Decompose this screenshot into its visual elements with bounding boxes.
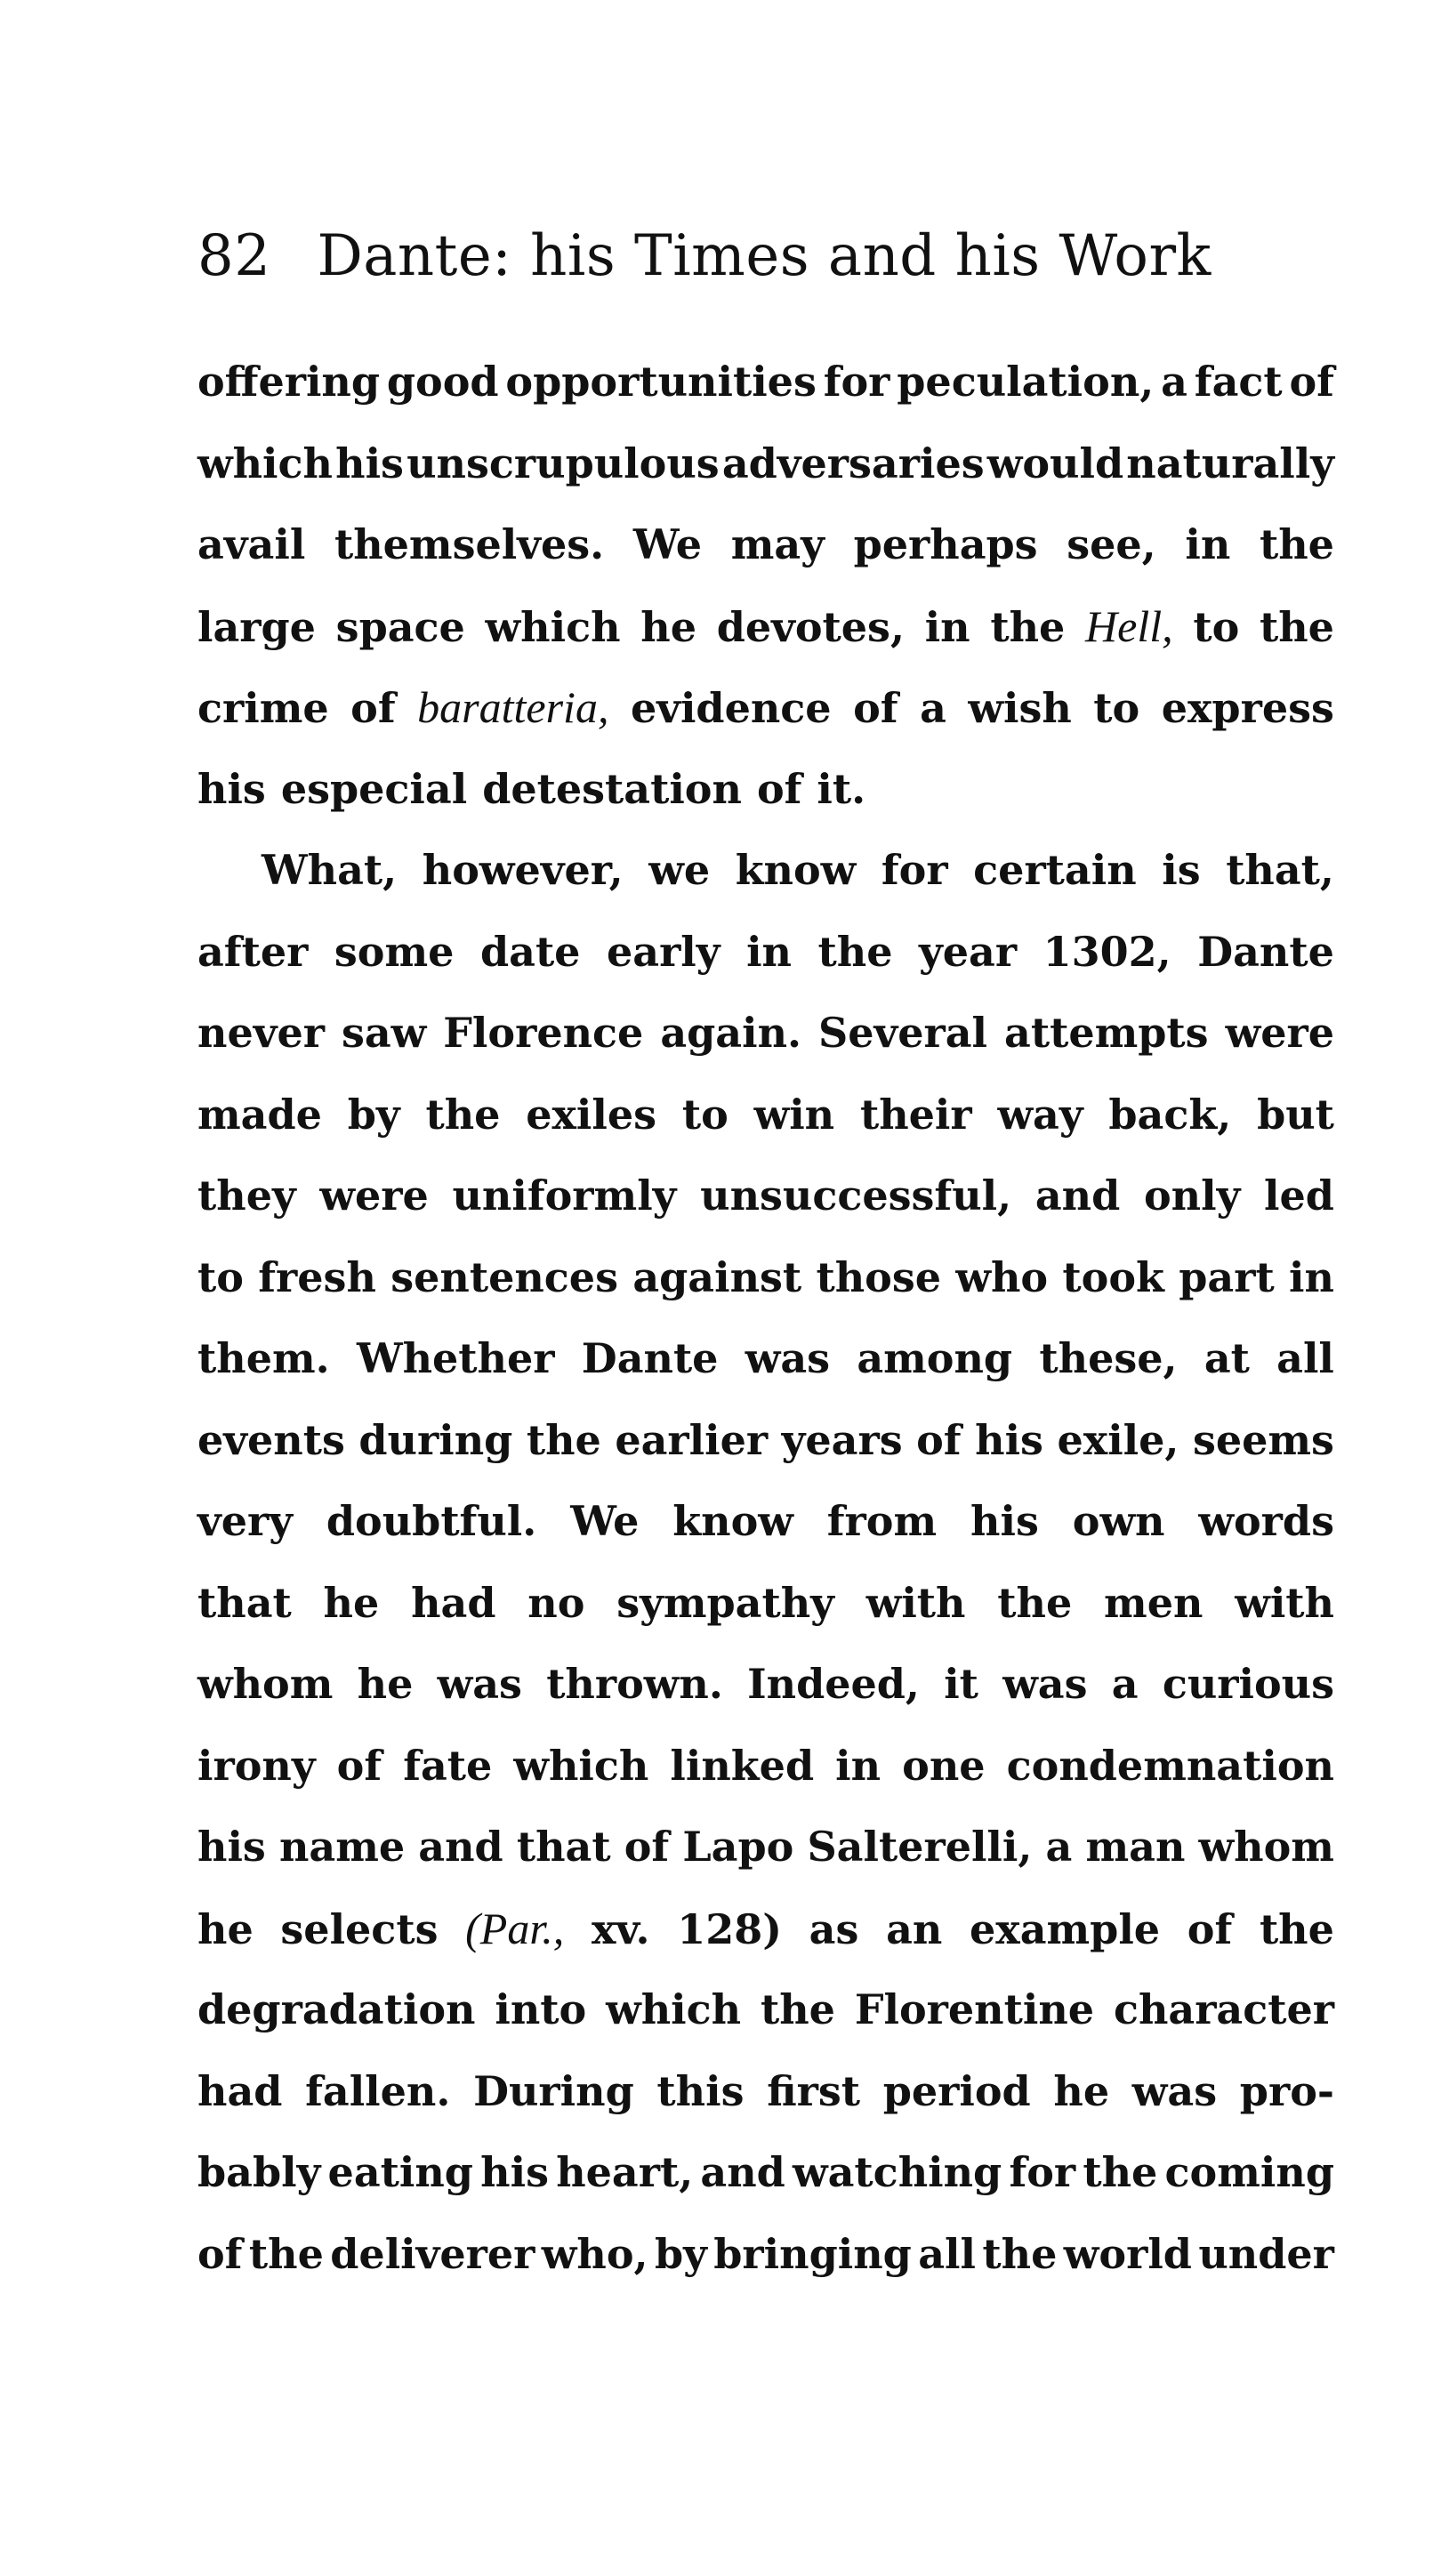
word: bably: [197, 2148, 321, 2196]
text-line: [197, 1644, 1334, 1726]
word: under: [1198, 2229, 1334, 2278]
text-line: [197, 342, 1334, 423]
word: a: [920, 684, 946, 732]
word: and: [700, 2148, 785, 2196]
word: character: [1113, 1985, 1334, 2033]
word: of: [336, 1741, 382, 1790]
word: During: [473, 2066, 634, 2115]
word: however,: [422, 846, 624, 894]
text-line: [197, 749, 1334, 831]
word: he: [357, 1660, 414, 1708]
word: We: [570, 1497, 640, 1545]
word: this: [656, 2066, 745, 2115]
word: the: [990, 602, 1066, 651]
word: of: [624, 1823, 670, 1871]
word: would: [986, 439, 1124, 487]
word: that: [516, 1823, 611, 1871]
word: Several: [818, 1009, 988, 1057]
word: never: [197, 1009, 325, 1057]
word: had: [197, 2066, 283, 2115]
text-line: [197, 1155, 1334, 1237]
text-line: [197, 1969, 1334, 2051]
word: own: [1072, 1497, 1165, 1545]
word: it: [944, 1660, 978, 1708]
text-line: [197, 504, 1334, 586]
word: evidence: [630, 684, 832, 732]
word: back,: [1108, 1090, 1232, 1139]
text-line: [197, 912, 1334, 994]
word: the: [1259, 520, 1334, 568]
word: first: [767, 2066, 861, 2115]
word: detestation: [482, 764, 742, 813]
word: the: [1083, 2148, 1158, 2196]
word: early: [607, 927, 720, 976]
word: led: [1264, 1171, 1334, 1220]
word: the: [425, 1090, 501, 1139]
word: of: [916, 1415, 962, 1464]
word: Dante: [581, 1334, 719, 1382]
word: heart,: [556, 2148, 694, 2196]
word: made: [197, 1090, 322, 1139]
word: a: [1045, 1823, 1073, 1871]
word: irony: [197, 1741, 316, 1790]
word: sentences: [390, 1252, 618, 1301]
running-title: Dante: his Times and his Work: [317, 223, 1212, 289]
word: he: [1053, 2066, 1110, 2115]
word: certain: [973, 846, 1137, 894]
word: which: [513, 1741, 649, 1790]
word: an: [886, 1904, 943, 1953]
word: and: [1034, 1171, 1121, 1220]
word: Whether: [356, 1334, 555, 1382]
word: of: [756, 764, 802, 813]
word: 128): [677, 1904, 782, 1953]
word: for: [823, 358, 890, 406]
word: his: [197, 1823, 266, 1871]
word: men: [1104, 1578, 1204, 1627]
word: unsuccessful,: [700, 1171, 1012, 1220]
word: the: [817, 927, 893, 976]
word: to: [1093, 684, 1140, 732]
word: sympathy: [616, 1578, 834, 1627]
text-line: [197, 1726, 1334, 1807]
running-head: [197, 221, 1345, 292]
word: that: [197, 1578, 292, 1627]
word: Lapo: [682, 1823, 794, 1871]
text-line: [197, 667, 1334, 749]
word: into: [495, 1985, 587, 2033]
word: Salterelli,: [807, 1823, 1033, 1871]
word: again.: [660, 1009, 802, 1057]
word: We: [632, 520, 703, 568]
word: the: [1259, 1904, 1334, 1953]
word: What,: [262, 846, 398, 894]
body-text: [197, 342, 1334, 2295]
word: Dante: [1197, 927, 1334, 976]
word: they: [197, 1171, 296, 1220]
word: but: [1257, 1090, 1334, 1139]
word: by: [654, 2229, 707, 2278]
text-line: [197, 1888, 1334, 1970]
word: with: [1235, 1578, 1334, 1627]
text-line: [197, 2214, 1334, 2296]
word: were: [319, 1171, 429, 1220]
word: one: [902, 1741, 986, 1790]
word: the: [526, 1415, 601, 1464]
word: curious: [1162, 1660, 1334, 1708]
page-number: 82: [197, 223, 271, 289]
word: which: [485, 602, 621, 651]
word: 1302,: [1043, 927, 1171, 976]
word: coming: [1164, 2148, 1334, 2196]
word: large: [197, 602, 316, 651]
word: some: [334, 927, 455, 976]
text-line: [197, 2132, 1334, 2214]
word: and: [418, 1823, 503, 1871]
word: at: [1204, 1334, 1250, 1382]
word: date: [479, 927, 581, 976]
word: took: [1062, 1252, 1164, 1301]
word: thrown.: [546, 1660, 723, 1708]
text-line: [197, 1075, 1334, 1156]
word: see,: [1067, 520, 1156, 568]
word: in: [1185, 520, 1231, 568]
word: seems: [1192, 1415, 1334, 1464]
word: fallen.: [305, 2066, 451, 2115]
word: who: [955, 1252, 1049, 1301]
word: during: [358, 1415, 513, 1464]
word: way: [997, 1090, 1083, 1139]
word: world: [1063, 2229, 1192, 2278]
word: of: [350, 684, 396, 732]
word: earlier: [615, 1415, 769, 1464]
word: xv.: [591, 1904, 650, 1953]
word: for: [881, 846, 948, 894]
word: years: [781, 1415, 903, 1464]
word: fate: [403, 1741, 493, 1790]
text-line: [197, 2051, 1334, 2133]
word: very: [197, 1497, 293, 1545]
word: Florentine: [854, 1985, 1095, 2033]
word: express: [1161, 684, 1334, 732]
word: condemnation: [1006, 1741, 1334, 1790]
word: these,: [1039, 1334, 1178, 1382]
text-line: [197, 1807, 1334, 1888]
word: his: [970, 1497, 1039, 1545]
word: part: [1179, 1252, 1275, 1301]
word: fresh: [258, 1252, 376, 1301]
word: he: [323, 1578, 380, 1627]
text-line: [197, 993, 1334, 1075]
word: with: [865, 1578, 966, 1627]
word: from: [826, 1497, 938, 1545]
text-line: [197, 830, 1334, 912]
word: uniformly: [452, 1171, 677, 1220]
word: man: [1085, 1823, 1186, 1871]
word: among: [857, 1334, 1013, 1382]
word: his: [335, 439, 404, 487]
word: that,: [1226, 846, 1334, 894]
word: in: [746, 927, 792, 976]
word: degradation: [197, 1985, 476, 2033]
word: those: [816, 1252, 942, 1301]
word: watching: [793, 2148, 1002, 2196]
word: year: [919, 927, 1018, 976]
word: selects: [280, 1904, 439, 1953]
text-line: [197, 1400, 1334, 1482]
word: exiles: [526, 1090, 657, 1139]
word: Hell,: [1085, 600, 1173, 651]
word: only: [1143, 1171, 1241, 1220]
word: Indeed,: [747, 1660, 920, 1708]
word: avail: [197, 520, 306, 568]
word: doubtful.: [326, 1497, 537, 1545]
word: know: [672, 1497, 793, 1545]
text-line: [197, 1481, 1334, 1563]
word: peculation,: [897, 358, 1155, 406]
word: offering: [197, 358, 381, 406]
word: themselves.: [334, 520, 605, 568]
word: their: [859, 1090, 972, 1139]
word: saw: [341, 1009, 427, 1057]
word: naturally: [1126, 439, 1334, 487]
word: linked: [670, 1741, 815, 1790]
word: in: [1289, 1252, 1334, 1301]
word: by: [347, 1090, 400, 1139]
word: the: [760, 1985, 835, 2033]
word: all: [918, 2229, 977, 2278]
word: the: [1259, 602, 1334, 651]
word: know: [735, 846, 857, 894]
word: as: [809, 1904, 859, 1953]
word: to: [1193, 602, 1240, 651]
word: was: [1131, 2066, 1218, 2115]
word: he: [197, 1904, 254, 1953]
word: was: [437, 1660, 522, 1708]
word: which: [606, 1985, 742, 2033]
word: to: [197, 1252, 244, 1301]
word: in: [924, 602, 970, 651]
word: opportunities: [505, 358, 817, 406]
word: perhaps: [853, 520, 1038, 568]
word: space: [335, 602, 465, 651]
text-line: [197, 1318, 1334, 1400]
word: pro-: [1239, 2066, 1334, 2115]
word: his: [975, 1415, 1043, 1464]
word: in: [835, 1741, 882, 1790]
word: who,: [541, 2229, 648, 2278]
word: which: [197, 439, 333, 487]
word: attempts: [1004, 1009, 1209, 1057]
word: may: [730, 520, 825, 568]
word: he: [640, 602, 696, 651]
word: the: [997, 1578, 1073, 1627]
word: had: [411, 1578, 496, 1627]
word: a: [1111, 1660, 1139, 1708]
word: for: [1009, 2148, 1076, 2196]
word: devotes,: [716, 602, 905, 651]
word: were: [1225, 1009, 1334, 1057]
word: after: [197, 927, 309, 976]
word: his: [480, 2148, 549, 2196]
word: Florence: [443, 1009, 644, 1057]
word: a: [1161, 358, 1187, 406]
word: of: [197, 2229, 243, 2278]
word: example: [970, 1904, 1161, 1953]
text-line: [197, 586, 1334, 668]
word: deliverer: [330, 2229, 535, 2278]
word: especial: [280, 764, 468, 813]
word: was: [745, 1334, 831, 1382]
word: words: [1198, 1497, 1334, 1545]
text-line: [197, 1563, 1334, 1645]
word: was: [1002, 1660, 1088, 1708]
word: all: [1276, 1334, 1334, 1382]
word: no: [527, 1578, 585, 1627]
word: exile,: [1057, 1415, 1179, 1464]
word: baratteria,: [417, 682, 609, 732]
text-line: [197, 423, 1334, 505]
word: adversaries: [721, 439, 985, 487]
word: of: [1187, 1904, 1233, 1953]
word: bringing: [713, 2229, 912, 2278]
word: them.: [197, 1334, 330, 1382]
word: is: [1162, 846, 1201, 894]
word: the: [248, 2229, 324, 2278]
text-line: [197, 1237, 1334, 1319]
word: good: [386, 358, 499, 406]
word: eating: [327, 2148, 473, 2196]
word: whom: [1198, 1823, 1334, 1871]
word: whom: [197, 1660, 334, 1708]
word: win: [753, 1090, 835, 1139]
word: we: [648, 846, 711, 894]
word: crime: [197, 684, 329, 732]
word: it.: [817, 764, 866, 813]
word: period: [882, 2066, 1031, 2115]
word: fact: [1194, 358, 1283, 406]
word: the: [982, 2229, 1058, 2278]
word: unscrupulous: [407, 439, 720, 487]
word: wish: [968, 684, 1072, 732]
word: of: [853, 684, 898, 732]
word: events: [197, 1415, 345, 1464]
word: against: [632, 1252, 802, 1301]
word: to: [681, 1090, 729, 1139]
word: (Par.,: [465, 1903, 565, 1953]
word: name: [278, 1823, 406, 1871]
word: of: [1289, 358, 1334, 406]
word: his: [197, 764, 266, 813]
